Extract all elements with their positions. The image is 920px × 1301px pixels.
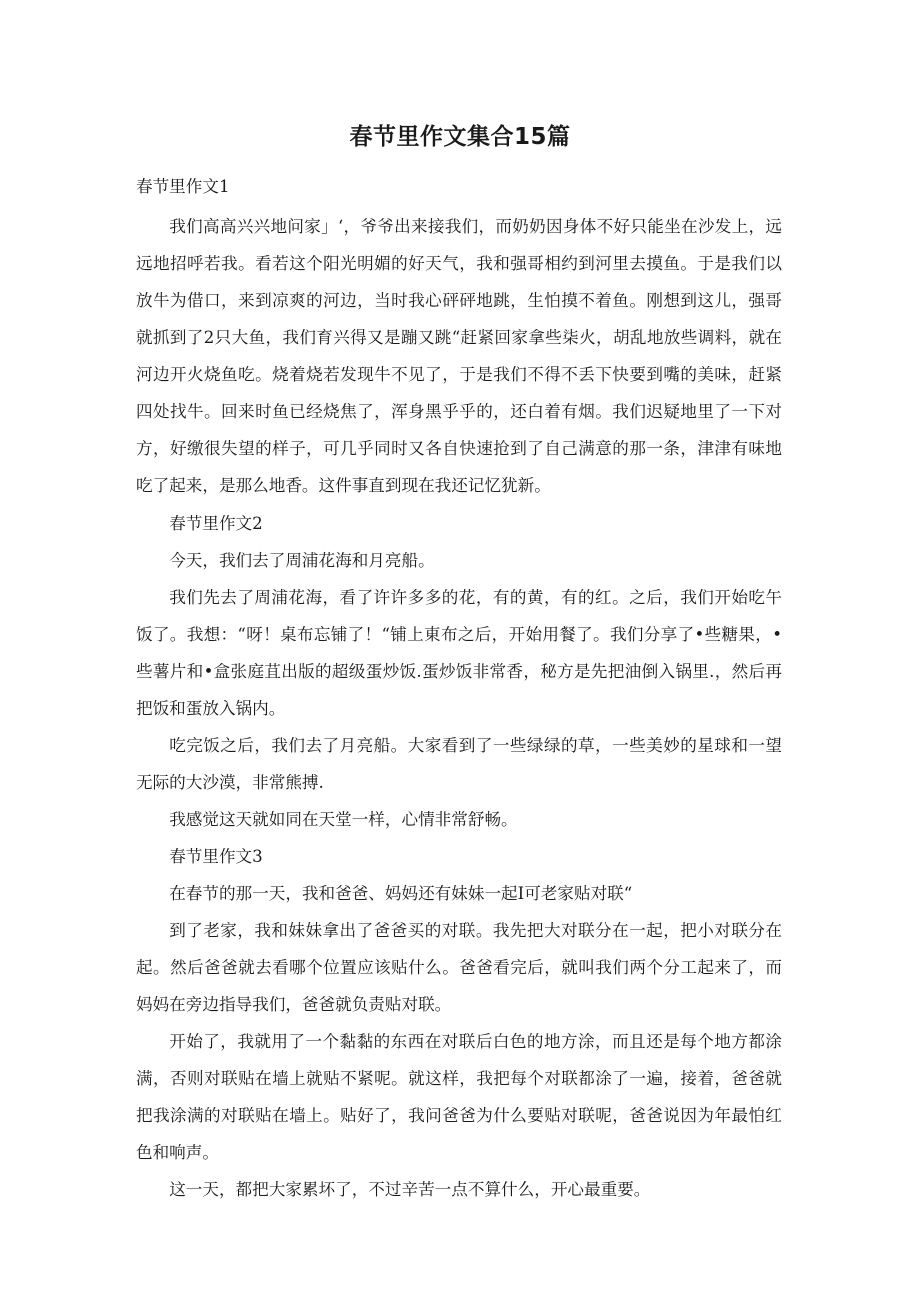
essay-2-paragraph-4: 我感觉这天就如同在天堂一样，心情非常舒畅。	[169, 810, 518, 829]
essay-3-paragraph-1: 在春节的那一天，我和爸爸、妈妈还有妹妹一起I可老家贴对联“	[169, 884, 633, 903]
essay-3-paragraph-3: 开始了，我就用了一个黏黏的东西在对联后白色的地方涂，而且还是每个地方都涂满，否则对联贴在墙上就贴不紧呢。就这样，我把每个对联都涂了一遍，接着，爸爸就把我涂满的对联贴在墙上。贴好了，我问爸爸为什么要贴对联呢，爸爸说因为年最怕红色和响声。	[136, 1032, 782, 1162]
essay-3-paragraph-2: 到了老家，我和妹妹拿出了爸爸买的对联。我先把大对联分在一起，把小对联分在起。然后爸爸就去看哪个位置应该贴什么。爸爸看完后，就叫我们两个分工起来了，而妈妈在旁边指导我们，爸爸就负责贴对联。	[136, 921, 782, 1014]
document-body	[136, 168, 782, 1208]
essay-3-paragraph-4: 这一天，都把大家累坏了，不过辛苦一点不算什么，开心最重要。	[169, 1180, 651, 1199]
essay-2-paragraph-3: 吃完饭之后，我们去了月亮船。大家看到了一些绿绿的草，一些美妙的星球和一望无际的大沙漠，非常熊搏.	[136, 736, 782, 792]
essay-1-paragraph-1: 我们高高兴兴地问家」‘，爷爷出来接我们，而奶奶因身体不好只能坐在沙发上，远远地招呼若我。看若这个阳光明媚的好天气，我和强哥相约到河里去摸鱼。于是我们以放牛为借口，来到凉爽的河边，当时我心砰砰地跳，生怕摸不着鱼。刚想到这儿，强哥就抓到了2只大鱼，我们育兴得又是蹦又跳“赶紧回家拿些柒火，胡乱地放些调料，就在河边开火烧鱼吃。烧着烧若发现牛不见了，于是我们不得不丢下快要到嘴的美味，赶紧四处找牛。回来时鱼已经烧焦了，浑身黑乎乎的，还白着有烟。我们迟疑地里了一下对方，好缴很失望的样子，可几乎同时又各自快速抢到了自己满意的那一条，津津有味地吃了起来，是那么地香。这件事直到现在我还记忆犹新。	[136, 217, 782, 495]
essay-3-heading: 春节里作文3	[169, 847, 263, 866]
essay-2-paragraph-1: 今天，我们去了周浦花海和月亮船。	[169, 551, 435, 570]
document-title: 春节里作文集合15篇	[349, 124, 571, 150]
essay-2-paragraph-2: 我们先去了周浦花海，看了许许多多的花，有的黄，有的红。之后，我们开始吃午饭了。我想：“呀！桌布忘铺了！“铺上東布之后，开始用餐了。我们分享了•些糖果，•些薯片和•盒张庭苴出版的超级蛋炒饭.蛋炒饭非常香，秘方是先把油倒入锅里.，然后再把饭和蛋放入锅内。	[136, 588, 782, 718]
essay-1-heading: 春节里作文1	[136, 177, 230, 196]
essay-2-heading: 春节里作文2	[169, 514, 263, 533]
